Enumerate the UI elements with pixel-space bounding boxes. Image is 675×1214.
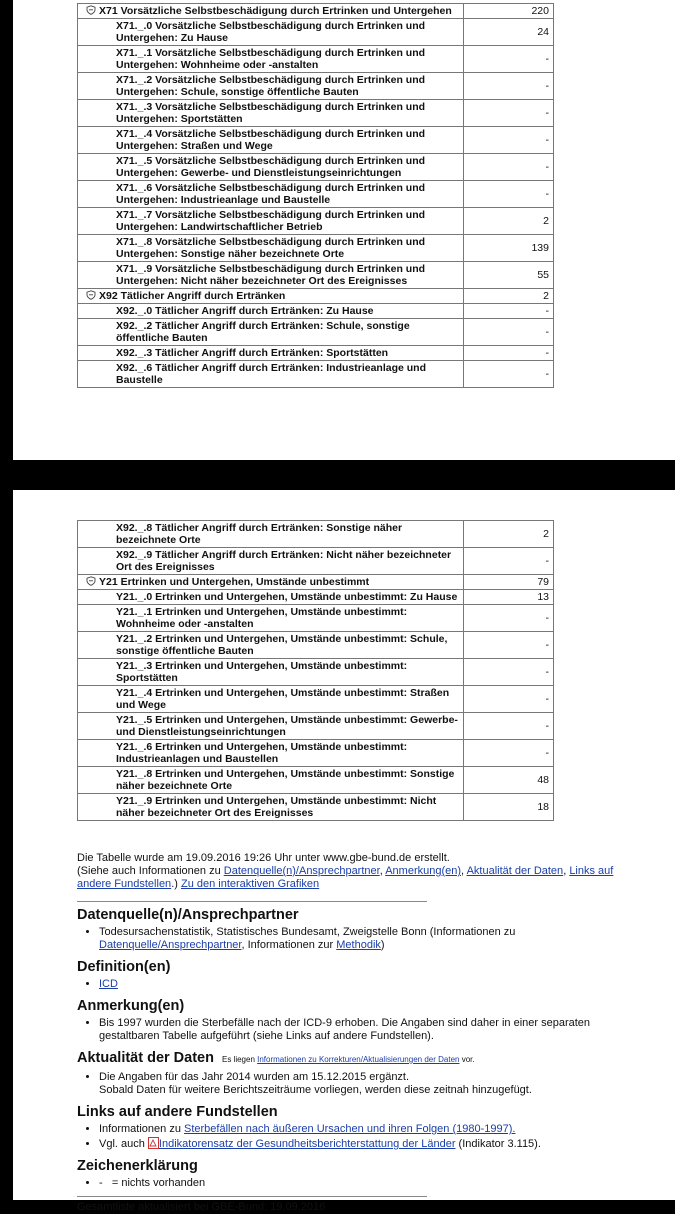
table-row [78, 632, 554, 659]
row-label: X92._.2 Tätlicher Angriff durch Ertränken: Schule, sonstige öffentliche Bauten [116, 320, 410, 344]
correction-note [222, 1055, 475, 1064]
datenquelle-mid: , Informationen zur [241, 939, 337, 951]
row-label-cell [78, 100, 464, 127]
table-row [78, 208, 554, 235]
link-aktualitaet[interactable]: Aktualität der Daten [466, 865, 564, 877]
row-value-cell: - [464, 686, 554, 713]
row-value-cell: - [463, 46, 553, 73]
row-label: Y21._.9 Ertrinken und Untergehen, Umstände unbestimmt: Nicht näher bezeichneter Ort des Ereignisses [116, 795, 437, 819]
row-value-cell: - [463, 127, 553, 154]
table-row [78, 100, 554, 127]
row-label-cell [78, 127, 464, 154]
row-value-cell: - [463, 73, 553, 100]
link-icd[interactable]: ICD [99, 978, 118, 990]
link-korrekturen[interactable]: Informationen zu Korrekturen/Aktualisierungen der Daten [257, 1055, 460, 1064]
row-label-cell [78, 208, 464, 235]
table-row [78, 154, 554, 181]
row-label: X71 Vorsätzliche Selbstbeschädigung durch Ertrinken und Untergehen [99, 5, 452, 17]
row-label: Y21._.0 Ertrinken und Untergehen, Umstände unbestimmt: Zu Hause [116, 591, 458, 603]
list-item [99, 926, 617, 952]
table-row [78, 4, 554, 19]
correction-prefix: Es liegen [221, 1055, 258, 1064]
row-label: Y21._.1 Ertrinken und Untergehen, Umstände unbestimmt: Wohnheime oder -anstalten [116, 606, 408, 630]
row-value-cell: 24 [463, 19, 553, 46]
table-row [78, 46, 554, 73]
table-row [78, 361, 554, 388]
fundstellen-prefix: Vgl. auch [99, 1138, 148, 1150]
row-label: X71._.2 Vorsätzliche Selbstbeschädigung durch Ertrinken und Untergehen: Schule, sonstige öffentliche Bauten [116, 74, 426, 98]
row-value-cell: 18 [464, 794, 554, 821]
row-label: Y21._.6 Ertrinken und Untergehen, Umstände unbestimmt: Industrieanlagen und Baustellen [116, 741, 408, 765]
row-value-cell: 139 [463, 235, 553, 262]
heading-zeichenerklaerung: Zeichenerklärung [77, 1158, 198, 1174]
anmerkung-list [77, 1017, 617, 1043]
row-label-cell [78, 767, 464, 794]
aktualitaet-line2: Sobald Daten für weitere Berichtszeiträume vorliegen, werden diese zeitnah hinzugefügt. [99, 1084, 532, 1096]
row-label: X71._.0 Vorsätzliche Selbstbeschädigung durch Ertrinken und Untergehen: Zu Hause [116, 20, 426, 44]
row-label: X71._.7 Vorsätzliche Selbstbeschädigung durch Ertrinken und Untergehen: Landwirtschaftlicher Betrieb [116, 209, 426, 233]
table-row [78, 575, 554, 590]
table-notes-section [77, 852, 617, 1214]
list-item [99, 1177, 617, 1190]
link-indikatorensatz[interactable]: Indikatorensatz der Gesundheitsberichterstattung der Länder [158, 1138, 456, 1150]
row-value-cell: - [464, 659, 554, 686]
datenquelle-end: ) [380, 939, 385, 951]
link-sterbefaelle[interactable]: Sterbefällen nach äußeren Ursachen und ihren Folgen (1980-1997). [184, 1123, 516, 1135]
row-label-cell [78, 181, 464, 208]
row-label-cell [78, 590, 464, 605]
fundstellen-list [77, 1123, 617, 1151]
definition-list [77, 978, 617, 991]
data-table-top [77, 3, 554, 388]
row-label: Y21._.4 Ertrinken und Untergehen, Umstände unbestimmt: Straßen und Wege [116, 687, 450, 711]
row-value-cell: - [463, 361, 553, 388]
row-value-cell: - [464, 605, 554, 632]
sep: , [563, 865, 570, 877]
pdf-icon [148, 1137, 159, 1149]
list-item [99, 1071, 617, 1097]
row-label-cell [78, 659, 464, 686]
info-links-line [77, 865, 617, 891]
sep: , [379, 865, 386, 877]
collapse-shield-icon[interactable] [86, 5, 96, 15]
row-value-cell: - [463, 319, 553, 346]
row-value-cell: - [464, 713, 554, 740]
heading-fundstellen: Links auf andere Fundstellen [77, 1104, 278, 1120]
info-prefix: (Siehe auch Informationen zu [77, 865, 224, 877]
row-value-cell: - [463, 304, 553, 319]
group-label-cell[interactable] [78, 4, 464, 19]
page-1 [13, 0, 675, 460]
row-label-cell [78, 632, 464, 659]
row-value-cell: 13 [464, 590, 554, 605]
row-label: X92._.9 Tätlicher Angriff durch Ertränken: Nicht näher bezeichneter Ort des Ereignisses [116, 549, 452, 573]
table-row [78, 521, 554, 548]
heading-definition: Definition(en) [77, 959, 171, 975]
zeichen-meaning: = nichts vorhanden [111, 1177, 206, 1189]
row-label: Y21 Ertrinken und Untergehen, Umstände unbestimmt [99, 576, 370, 588]
footer-text: Gesamtliste aktualisiert bei GBE-Bund: 19.09.2016 [77, 1201, 326, 1213]
row-label-cell [78, 154, 464, 181]
list-item [99, 978, 617, 991]
row-label: X92._.8 Tätlicher Angriff durch Ertränken: Sonstige näher bezeichnete Orte [116, 522, 403, 546]
fundstellen-suffix: (Indikator 3.115). [455, 1138, 541, 1150]
row-label-cell [78, 46, 464, 73]
correction-suffix: vor. [459, 1055, 475, 1064]
data-table-bottom [77, 520, 554, 821]
row-value-cell: - [464, 548, 554, 575]
row-label: X71._.4 Vorsätzliche Selbstbeschädigung durch Ertrinken und Untergehen: Straßen und Wege [116, 128, 426, 152]
row-value-cell: - [463, 346, 553, 361]
link-interaktive-grafiken[interactable]: Zu den interaktiven Grafiken [180, 878, 320, 890]
row-label-cell [78, 794, 464, 821]
row-value-cell: 79 [464, 575, 554, 590]
row-label-cell [78, 361, 464, 388]
row-label: X71._.1 Vorsätzliche Selbstbeschädigung durch Ertrinken und Untergehen: Wohnheime oder -anstalten [116, 47, 426, 71]
fundstellen-prefix: Informationen zu [99, 1123, 184, 1135]
table-row [78, 605, 554, 632]
row-value-cell: - [464, 632, 554, 659]
table-row [78, 767, 554, 794]
row-label: X92._.0 Tätlicher Angriff durch Ertränken: Zu Hause [116, 305, 374, 317]
aktualitaet-list [77, 1071, 617, 1097]
table-row [78, 127, 554, 154]
row-label-cell [78, 235, 464, 262]
row-value-cell: 55 [463, 262, 553, 289]
table-row [78, 235, 554, 262]
row-label-cell [78, 19, 464, 46]
table-row [78, 740, 554, 767]
divider [77, 901, 427, 902]
table-row [78, 304, 554, 319]
row-label: X71._.5 Vorsätzliche Selbstbeschädigung durch Ertrinken und Untergehen: Gewerbe- und Dienstleistungseinrichtungen [116, 155, 426, 179]
table-row [78, 659, 554, 686]
row-label: Y21._.3 Ertrinken und Untergehen, Umstände unbestimmt: Sportstätten [116, 660, 408, 684]
row-value-cell: - [463, 154, 553, 181]
table-row [78, 794, 554, 821]
aktualitaet-title: Aktualität der Daten [77, 1050, 214, 1066]
row-label-cell [78, 605, 464, 632]
heading-aktualitaet [77, 1049, 617, 1069]
table-row [78, 289, 554, 304]
table-row [78, 73, 554, 100]
row-label-cell [78, 740, 464, 767]
row-label-cell [78, 713, 464, 740]
datenquelle-text: Todesursachenstatistik, Statistisches Bundesamt, Zweigstelle Bonn (Informationen zu [99, 926, 516, 938]
row-label: Y21._.8 Ertrinken und Untergehen, Umstände unbestimmt: Sonstige näher bezeichnete Orte [116, 768, 455, 792]
table-row [78, 686, 554, 713]
table-row [78, 181, 554, 208]
row-value-cell: 2 [463, 208, 553, 235]
link-methodik[interactable]: Methodik [336, 939, 381, 951]
row-label-cell [78, 304, 464, 319]
row-value-cell: 2 [464, 521, 554, 548]
info-suffix: .) [171, 878, 181, 890]
group-label-cell[interactable] [78, 289, 464, 304]
zeichen-symbol: - [99, 1177, 103, 1189]
aktualitaet-line1: Die Angaben für das Jahr 2014 wurden am 15.12.2015 ergänzt. [99, 1071, 410, 1083]
list-item [99, 1123, 617, 1136]
collapse-shield-icon[interactable] [86, 576, 96, 586]
table-row [78, 319, 554, 346]
row-label-cell [78, 73, 464, 100]
list-item: • Bis 1997 wurden die Sterbefälle nach der ICD-9 erhoben. Die Angaben sind daher in einer separaten gestaltbaren Tabelle aufgeführt (siehe Links auf andere Fundstellen). [99, 1017, 617, 1043]
row-value-cell: - [464, 740, 554, 767]
link-datenquelle[interactable]: Datenquelle(n)/Ansprechpartner [223, 865, 380, 877]
link-fundstellen[interactable]: Links auf andere Fundstellen [77, 865, 614, 890]
collapse-shield-icon[interactable] [86, 290, 96, 300]
row-label: X71._.8 Vorsätzliche Selbstbeschädigung durch Ertrinken und Untergehen: Sonstige näher bezeichnete Orte [116, 236, 426, 260]
divider [77, 1196, 427, 1197]
table-row [78, 713, 554, 740]
row-value-cell: - [463, 100, 553, 127]
created-note: Die Tabelle wurde am 19.09.2016 19:26 Uhr unter www.gbe-bund.de erstellt. [77, 852, 450, 864]
row-value-cell: 220 [463, 4, 553, 19]
row-label-cell [78, 548, 464, 575]
datenquelle-list [77, 926, 617, 952]
table-footnote [77, 852, 617, 891]
row-label-cell [78, 262, 464, 289]
zeichen-list [77, 1177, 617, 1190]
row-label: X92 Tätlicher Angriff durch Ertränken [99, 290, 286, 302]
link-anmerkung[interactable]: Anmerkung(en) [385, 865, 462, 877]
row-value-cell: - [463, 181, 553, 208]
row-label-cell [78, 521, 464, 548]
sep: , [461, 865, 467, 877]
row-value-cell: 2 [463, 289, 553, 304]
row-label: X71._.6 Vorsätzliche Selbstbeschädigung durch Ertrinken und Untergehen: Industrieanlage und Baustelle [116, 182, 426, 206]
row-label-cell [78, 346, 464, 361]
table-row [78, 590, 554, 605]
link-ansprechpartner[interactable]: Datenquelle/Ansprechpartner [99, 939, 242, 951]
row-label: Y21._.2 Ertrinken und Untergehen, Umstände unbestimmt: Schule, sonstige öffentliche Bauten [116, 633, 448, 657]
group-label-cell[interactable] [78, 575, 464, 590]
heading-datenquelle: Datenquelle(n)/Ansprechpartner [77, 907, 299, 923]
row-label: X71._.9 Vorsätzliche Selbstbeschädigung durch Ertrinken und Untergehen: Nicht näher bezeichneter Ort des Ereignisses [116, 263, 426, 287]
table-row [78, 262, 554, 289]
table-row [78, 19, 554, 46]
row-label: Y21._.5 Ertrinken und Untergehen, Umstände unbestimmt: Gewerbe- und Dienstleistungseinrichtungen [116, 714, 458, 738]
page-2 [13, 490, 675, 1213]
row-label: X92._.6 Tätlicher Angriff durch Ertränken: Industrieanlage und Baustelle [116, 362, 427, 386]
row-value-cell: 48 [464, 767, 554, 794]
table-row [78, 346, 554, 361]
row-label-cell [78, 686, 464, 713]
row-label-cell [78, 319, 464, 346]
list-item [99, 1137, 617, 1151]
table-row [78, 548, 554, 575]
row-label: X71._.3 Vorsätzliche Selbstbeschädigung durch Ertrinken und Untergehen: Sportstätten [116, 101, 426, 125]
row-label: X92._.3 Tätlicher Angriff durch Ertränken: Sportstätten [116, 347, 389, 359]
heading-anmerkung: Anmerkung(en) [77, 998, 185, 1014]
